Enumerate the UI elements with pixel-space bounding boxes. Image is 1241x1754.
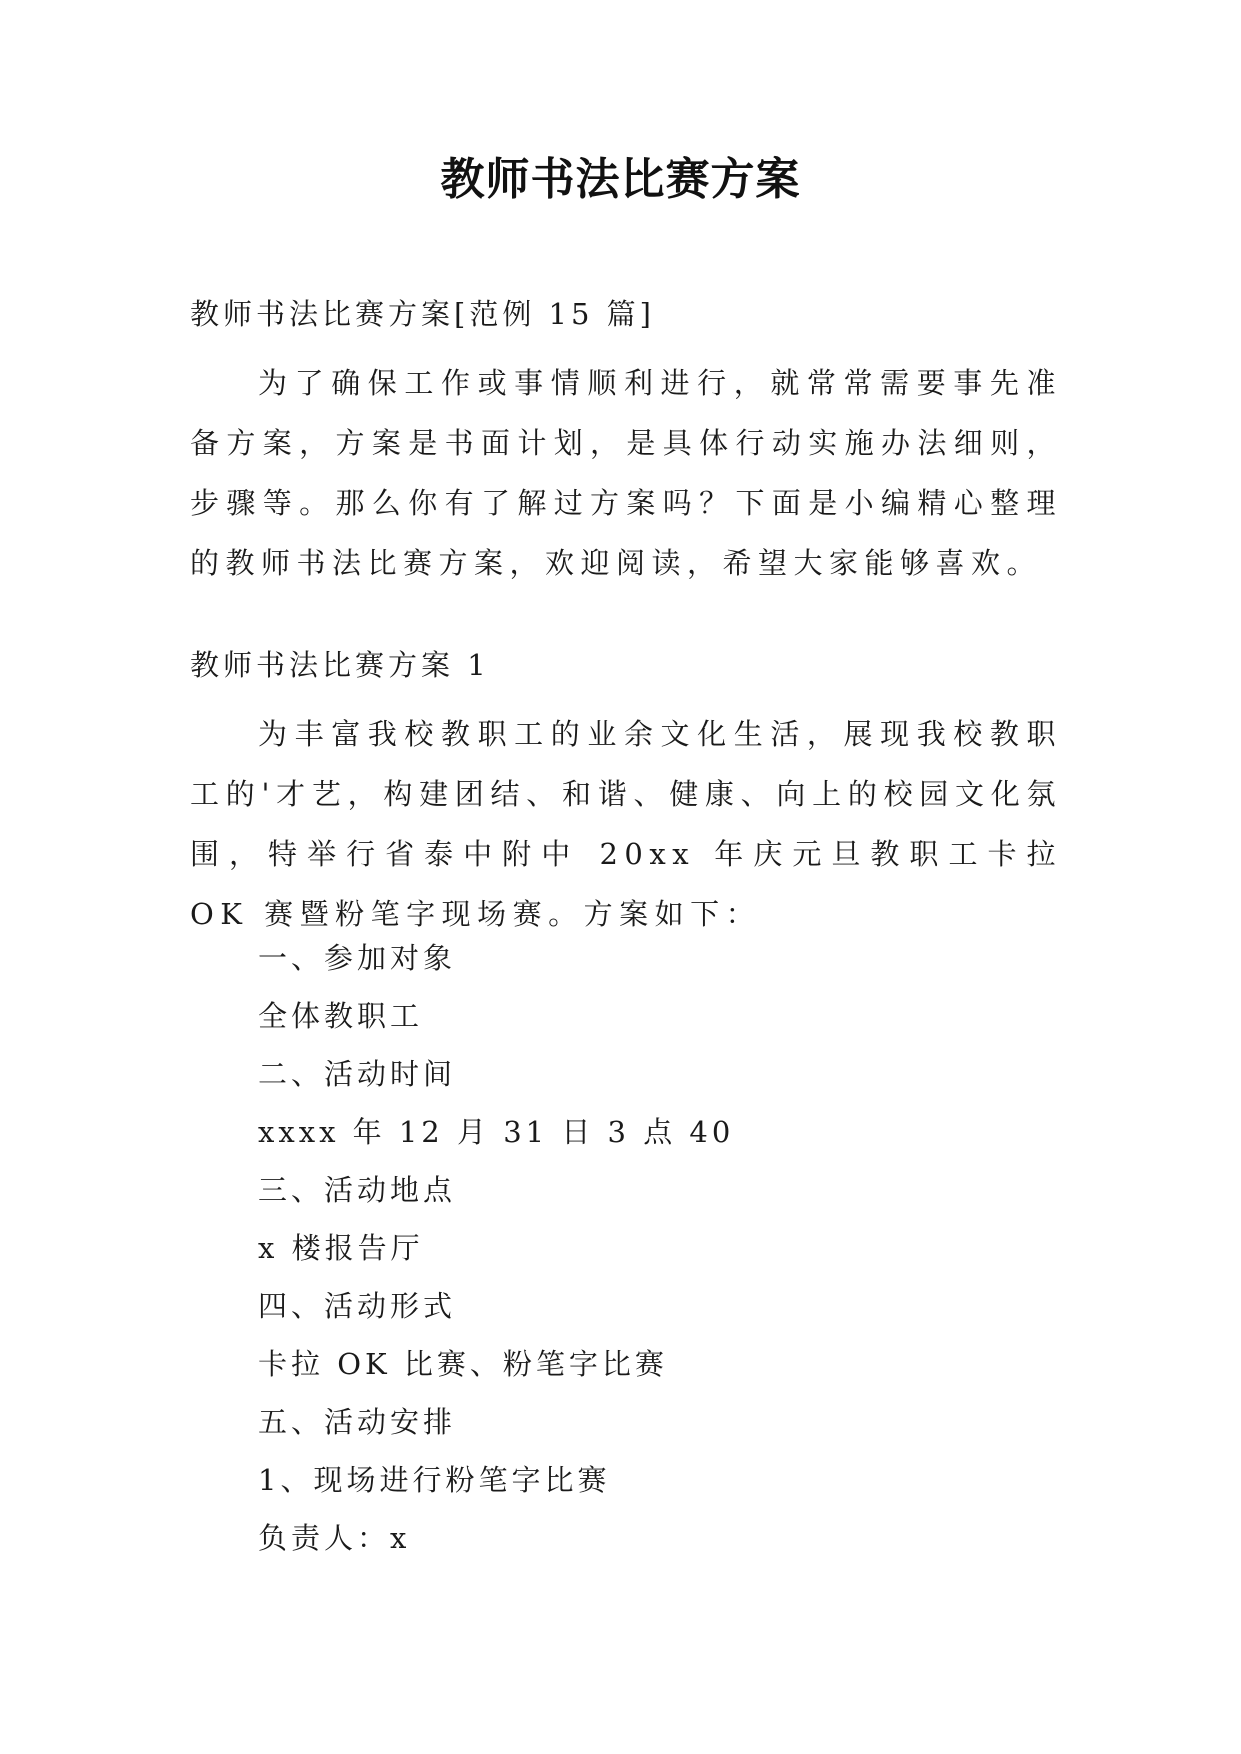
item-time-value: xxxx 年 12 月 31 日 3 点 40 [258,1115,735,1149]
item-person-in-charge: 负责人：x [258,1521,411,1555]
section-paragraph: 为丰富我校教职工的业余文化生活，展现我校教职工的'才艺，构建团结、和谐、健康、向上的校园文化氛围，特举行省泰中附中 20xx 年庆元旦教职工卡拉 OK 赛暨粉笔字现场赛。方案如下： [190,717,1062,931]
intro-paragraph: 为了确保工作或事情顺利进行，就常常需要事先准备方案，方案是书面计划，是具体行动实施办法细则，步骤等。那么你有了解过方案吗？下面是小编精心整理的教师书法比赛方案，欢迎阅读，希望大家能够喜欢。 [190,366,1062,580]
section-heading: 教师书法比赛方案 1 [190,648,490,682]
item-participants-value: 全体教职工 [258,999,424,1033]
document-title: 教师书法比赛方案 [440,154,801,205]
item-participants-heading: 一、参加对象 [258,941,457,975]
document-subtitle: 教师书法比赛方案[范例 15 篇] [190,297,655,331]
item-format-value: 卡拉 OK 比赛、粉笔字比赛 [258,1347,668,1381]
item-location-value: x 楼报告厅 [258,1231,424,1265]
item-location-heading: 三、活动地点 [258,1173,457,1207]
item-format-heading: 四、活动形式 [258,1289,457,1323]
item-arrangement-heading: 五、活动安排 [258,1405,457,1439]
item-time-heading: 二、活动时间 [258,1057,457,1091]
item-arrangement-step: 1、现场进行粉笔字比赛 [258,1463,611,1497]
